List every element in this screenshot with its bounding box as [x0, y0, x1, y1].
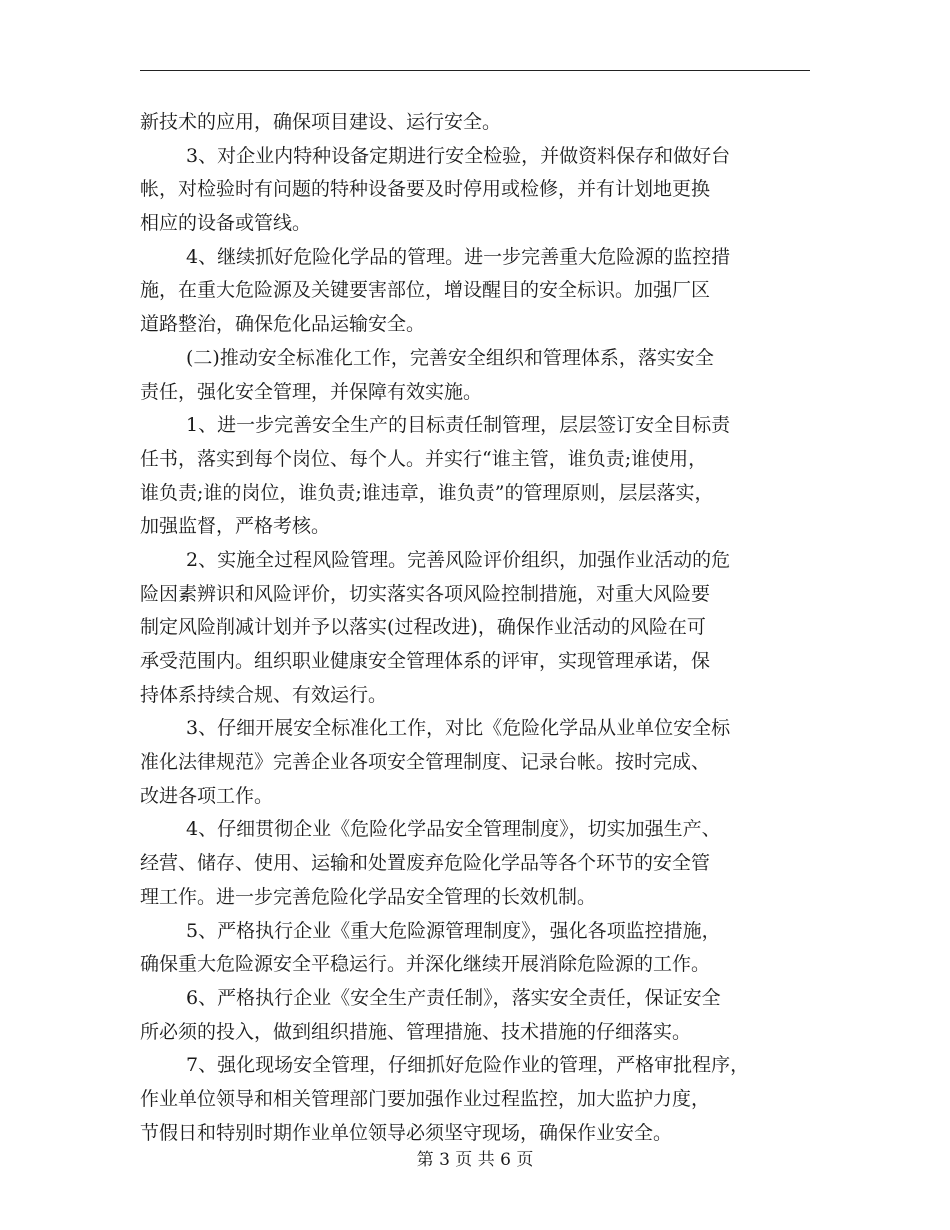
text-line: 节假日和特别时期作业单位领导必须坚守现场，确保作业安全。	[140, 1121, 673, 1144]
text-line: 施，在重大危险源及关键要害部位，增设醒目的安全标识。加强厂区	[140, 279, 711, 302]
text-line: 3、仔细开展安全标准化工作，对比《危险化学品从业单位安全标	[186, 717, 731, 740]
text-line: 6、严格执行企业《安全生产责任制》，落实安全责任，保证安全	[186, 986, 721, 1009]
text-line: 谁负责;谁的岗位，谁负责;谁违章，谁负责”的管理原则，层层落实，	[140, 481, 714, 504]
text-line: 3、对企业内特种设备定期进行安全检验，并做资料保存和做好台	[186, 144, 731, 167]
text-line: (二)推动安全标准化工作，完善安全组织和管理体系，落实安全	[186, 346, 714, 369]
document-body	[140, 106, 810, 1150]
text-line: 持体系持续合规、有效运行。	[140, 683, 388, 706]
text-line: 准化法律规范》完善企业各项安全管理制度、记录台帐。按时完成、	[140, 751, 711, 774]
text-line: 1、进一步完善安全生产的目标责任制管理，层层签订安全目标责	[186, 414, 731, 437]
text-line: 帐，对检验时有问题的特种设备要及时停用或检修，并有计划地更换	[140, 178, 711, 201]
text-line: 理工作。进一步完善危险化学品安全管理的长效机制。	[140, 885, 597, 908]
text-line: 确保重大危险源安全平稳运行。并深化继续开展消除危险源的工作。	[140, 953, 711, 976]
text-line: 承受范围内。组织职业健康安全管理体系的评审，实现管理承诺，保	[140, 650, 711, 672]
text-line: 相应的设备或管线。	[140, 212, 312, 235]
text-line: 7、强化现场安全管理，仔细抓好危险作业的管理，严格审批程序，	[186, 1054, 750, 1077]
text-line: 加强监督，严格考核。	[140, 515, 331, 538]
text-line: 道路整治，确保危化品运输安全。	[140, 313, 426, 336]
text-line: 新技术的应用，确保项目建设、运行安全。	[140, 111, 502, 133]
text-line: 作业单位领导和相关管理部门要加强作业过程监控，加大监护力度，	[140, 1087, 711, 1110]
text-line: 5、严格执行企业《重大危险源管理制度》，强化各项监控措施，	[186, 919, 721, 942]
page-number-prefix: 第	[416, 1150, 434, 1170]
text-line: 任书，落实到每个岗位、每个人。并实行“谁主管，谁负责;谁使用，	[140, 447, 708, 470]
text-line: 制定风险削减计划并予以落实(过程改进)，确保作业活动的风险在可	[140, 616, 706, 639]
page-number-total: 6	[500, 1150, 511, 1170]
page-number-middle: 页 共	[455, 1150, 495, 1170]
page-number-suffix: 页	[516, 1150, 534, 1170]
text-line: 责任，强化安全管理，并保障有效实施。	[140, 380, 483, 403]
text-line: 改进各项工作。	[140, 784, 274, 807]
text-line: 4、仔细贯彻企业《危险化学品安全管理制度》，切实加强生产、	[186, 818, 721, 841]
text-line: 经营、储存、使用、运输和处置废弃危险化学品等各个环节的安全管	[140, 852, 711, 875]
header-rule	[140, 70, 810, 71]
text-line: 2、实施全过程风险管理。完善风险评价组织，加强作业活动的危	[186, 548, 731, 571]
page-footer	[0, 1148, 950, 1172]
text-line: 所必须的投入，做到组织措施、管理措施、技术措施的仔细落实。	[140, 1020, 692, 1043]
text-line: 险因素辨识和风险评价，切实落实各项风险控制措施，对重大风险要	[140, 582, 711, 605]
page-number-current: 3	[439, 1150, 450, 1170]
text-line: 4、继续抓好危险化学品的管理。进一步完善重大危险源的监控措	[186, 245, 731, 268]
